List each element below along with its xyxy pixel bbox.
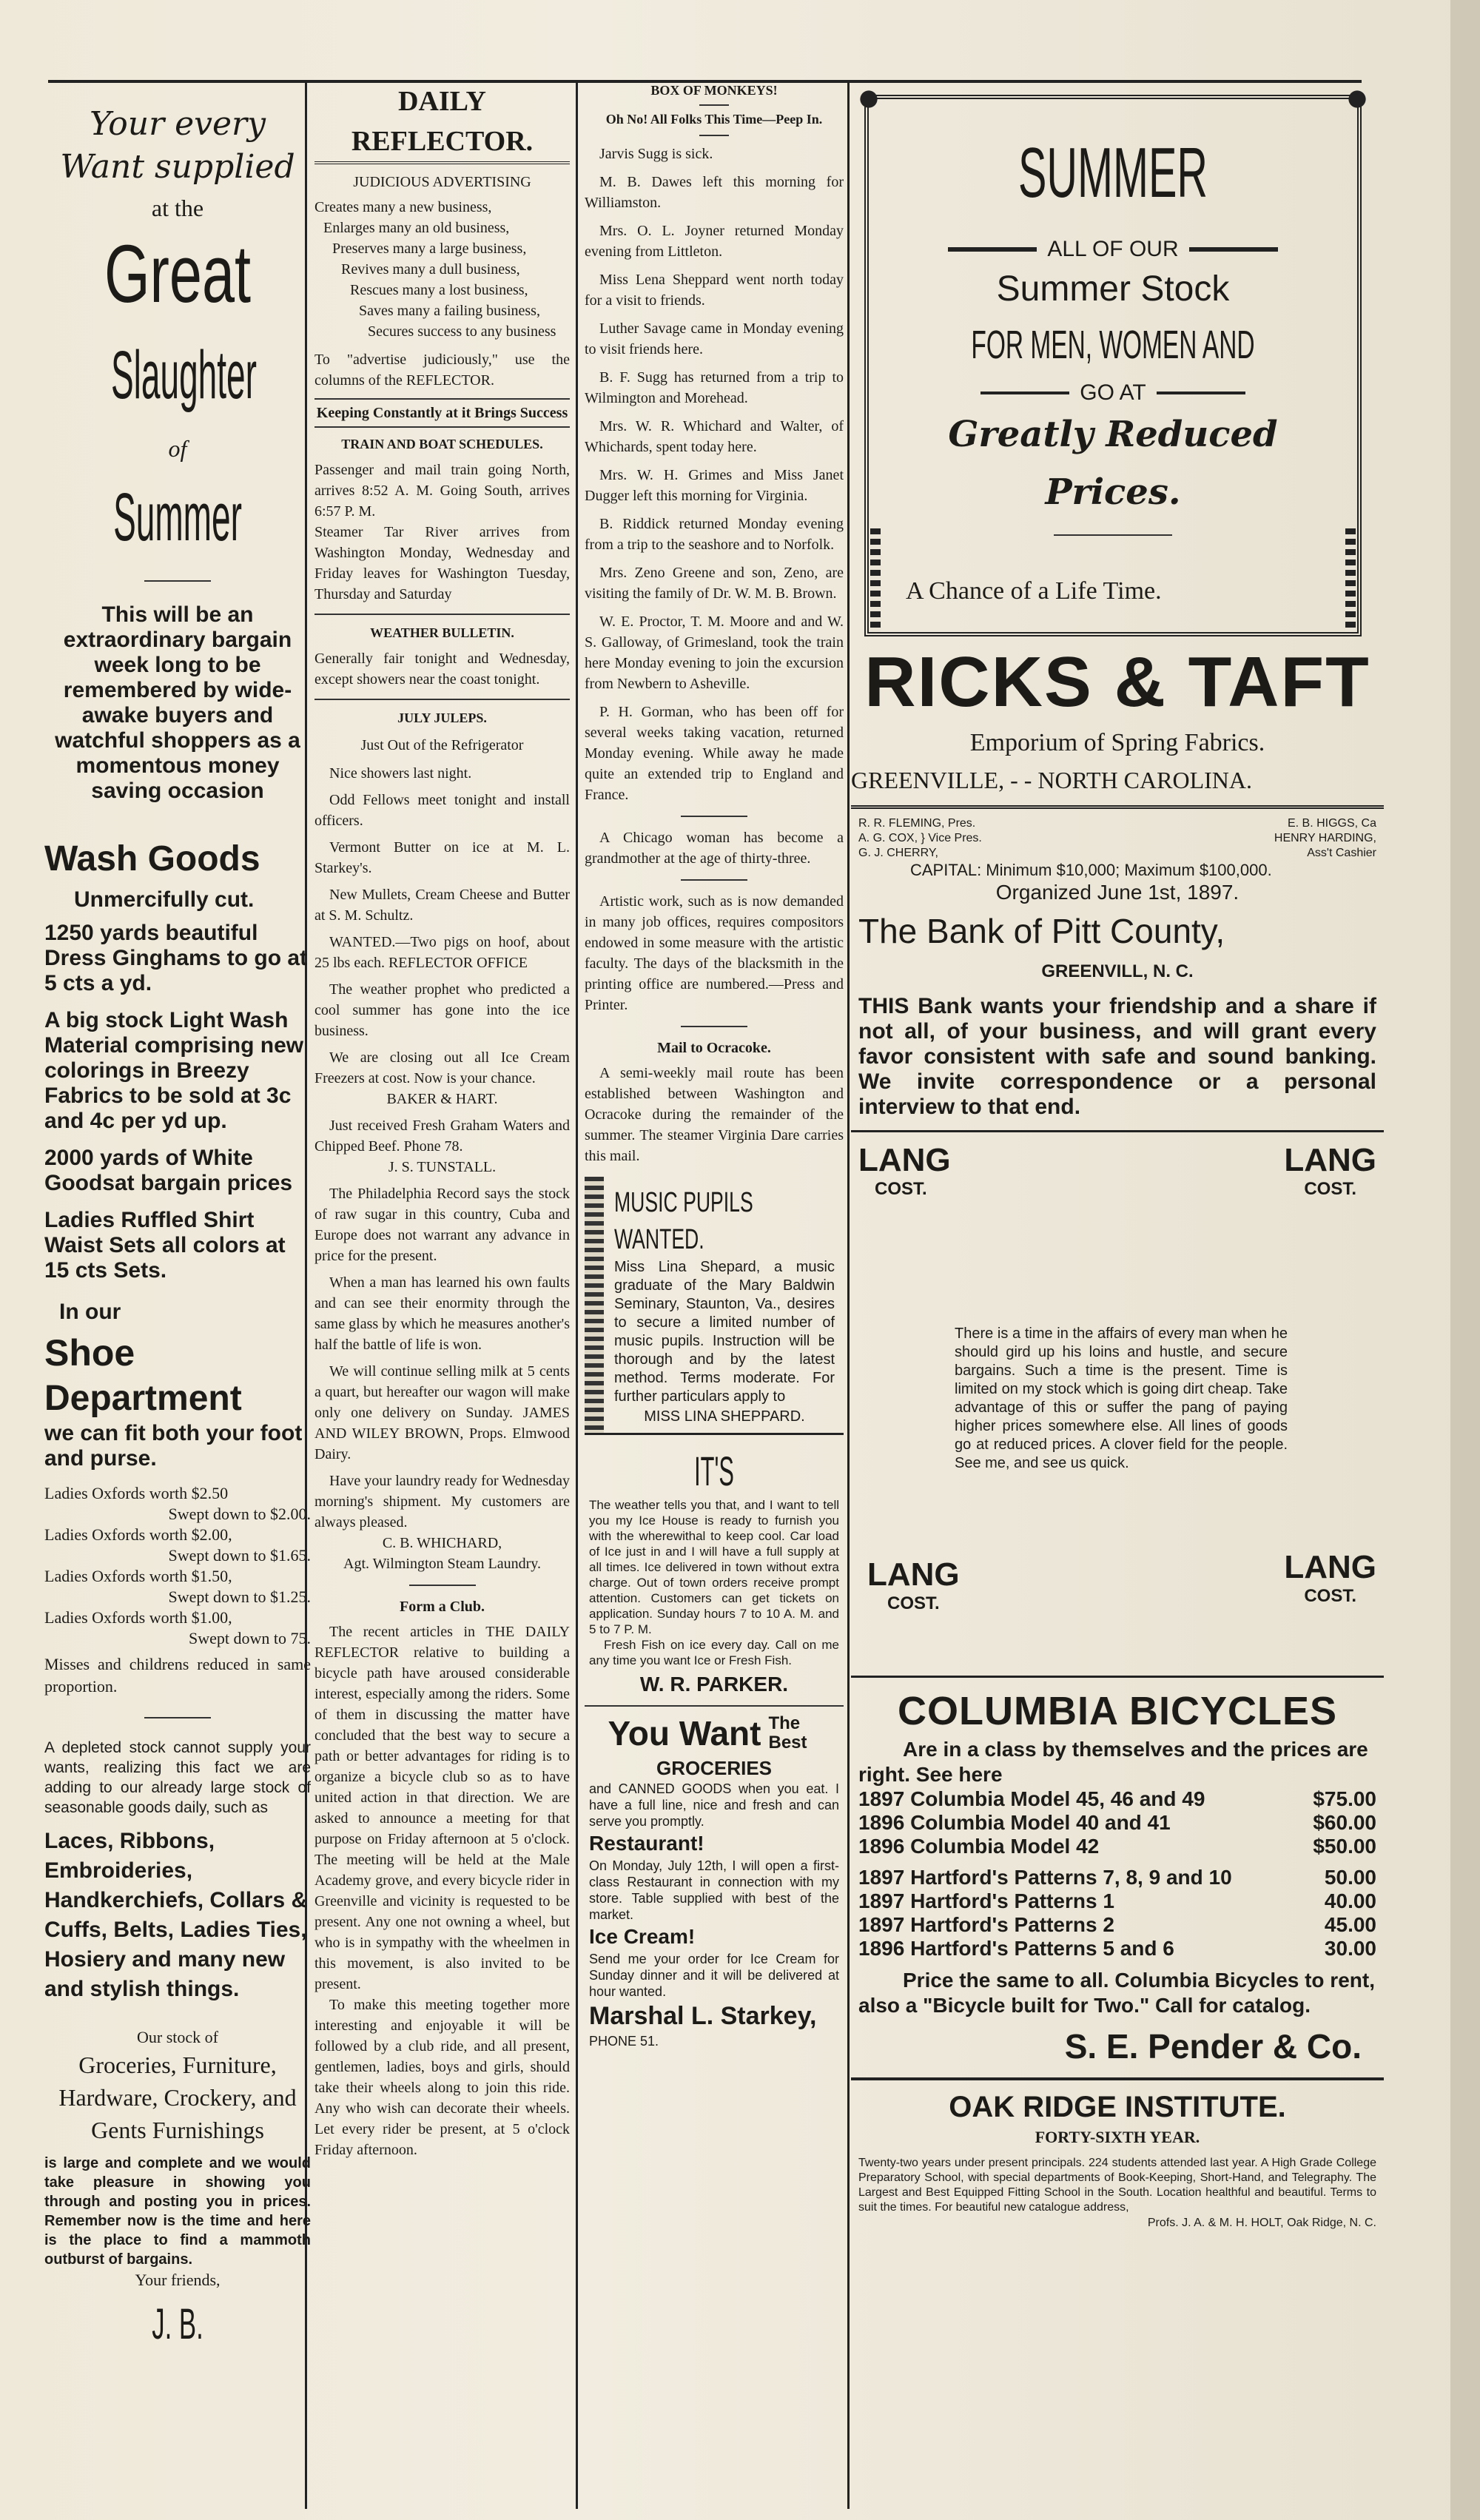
judicious-line: Revives many a dull business, xyxy=(341,261,520,278)
best-heading: The Best xyxy=(768,1713,807,1753)
divider xyxy=(681,1026,747,1027)
shoe-price-swept: Swept down to $1.65. xyxy=(168,1546,311,1565)
forty-sixth-year: FORTY-SIXTH YEAR. xyxy=(1035,2128,1200,2146)
ice-cream-text: Send me your order for Ice Cream for Sunday dinner and it will be delivered at hour wanted. xyxy=(589,1952,839,1999)
divider xyxy=(851,1130,1384,1132)
summer-goods-heading: SUMMER xyxy=(1018,133,1208,212)
julep-item: Agt. Wilmington Steam Laundry. xyxy=(343,1556,541,1572)
summer-goods-ad xyxy=(854,84,1372,647)
local-item: Jarvis Sugg is sick. xyxy=(599,146,713,162)
ice-cream-heading: Ice Cream! xyxy=(589,1925,696,1948)
shoe-price-worth: Ladies Oxfords worth $2.50 xyxy=(44,1484,229,1502)
department-heading: Department xyxy=(44,1379,242,1418)
wash-ginghams: 1250 yards beautiful Dress Ginghams to go at 5 cts a yd. xyxy=(44,921,308,995)
local-item: Miss Lena Sheppard went north today for a visit to friends. xyxy=(585,272,844,309)
ornament-corner-right xyxy=(1342,84,1372,114)
bank-city: GREENVILL, N. C. xyxy=(1041,961,1194,981)
keeping-text: Keeping Constantly at it Brings Success xyxy=(314,398,570,428)
judicious-line: Saves many a failing business, xyxy=(359,303,540,319)
summer-now-heading: IT'S xyxy=(694,1448,734,1494)
local-items xyxy=(585,144,844,805)
julep-item: When a man has learned his own faults and can see their enormity through the same glass by which he measures another's half the battle of life is won. xyxy=(314,1274,570,1353)
shoe-price-swept: Swept down to $1.25. xyxy=(168,1587,311,1606)
divider xyxy=(681,816,747,817)
page-edge xyxy=(1450,0,1480,2520)
ornament-rule xyxy=(1189,247,1278,252)
bargain-text: This will be an extraordinary bargain week long to be remembered by wide-awake buyers and watchful shoppers as a momentous money saving occasion xyxy=(55,602,300,803)
ricks-taft-heading: RICKS & TAFT xyxy=(864,642,1370,722)
misses-text: Misses and childrens reduced in same proportion. xyxy=(44,1655,311,1696)
ornament-rule xyxy=(948,247,1037,252)
divider xyxy=(851,2077,1384,2080)
bicycle-model: 1897 Hartford's Patterns 7, 8, 9 and 10 xyxy=(858,1866,1232,1889)
cost-top-right: COST. xyxy=(1304,1179,1357,1199)
shoe-price-worth: Ladies Oxfords worth $1.00, xyxy=(44,1608,232,1627)
lang-text: There is a time in the affairs of every man when he should gird up his loins and hustle, and secure bargains. Such a time is the present. Time is limited on my stock which is going dirt cheap. Take advantage of this or suffer the pang of paying higher prices somewhere else. All lines of goods go at reduced prices. A clover field for the people. See me, and see us quick. xyxy=(955,1325,1288,1471)
bank-organized: Organized June 1st, 1897. xyxy=(995,881,1240,904)
oak-ridge-signature: Profs. J. A. & M. H. HOLT, Oak Ridge, N. C. xyxy=(1147,2217,1376,2229)
column-locals xyxy=(585,81,844,2501)
ornament-corner-left xyxy=(854,84,884,114)
wash-sub: Unmercifully cut. xyxy=(74,887,255,912)
greatly-reduced: Greatly Reduced Prices. xyxy=(948,414,1278,513)
bicycle-row xyxy=(858,1811,1376,1835)
cost-top-left: COST. xyxy=(875,1179,927,1199)
columbia-ad xyxy=(851,1685,1384,2074)
divider xyxy=(314,699,570,700)
wash-white-goods: 2000 yards of White Goodsat bargain prices xyxy=(44,1146,293,1195)
julep-item: We will continue selling milk at 5 cents a quart, but hereafter our wagon will make only one delivery on Sunday. JAMES AND WILEY BROWN, Props. Elmwood Dairy. xyxy=(314,1363,570,1462)
advertise-text: To "advertise judiciously," use the columns of the REFLECTOR. xyxy=(314,352,570,389)
cost-bottom-right: COST. xyxy=(1304,1586,1357,1606)
bicycle-row xyxy=(858,1913,1376,1937)
wash-shirt-waist: Ladies Ruffled Shirt Waist Sets all colors at 15 cts Sets. xyxy=(44,1208,286,1283)
local-item: M. B. Dawes left this morning for Williamston. xyxy=(585,174,844,211)
weather-heading: WEATHER BULLETIN. xyxy=(370,625,514,640)
bank-officers-right: E. B. HIGGS, Ca HENRY HARDING, Ass't Cashier xyxy=(1274,817,1376,859)
shoe-price-worth: Ladies Oxfords worth $1.50, xyxy=(44,1567,232,1585)
lang-top-right: LANG xyxy=(1284,1142,1376,1178)
julep-item: New Mullets, Cream Cheese and Butter at S. M. Schultz. xyxy=(314,887,570,924)
ad-title-slaughter: Slaughter xyxy=(111,337,257,413)
local-item: Mrs. W. H. Grimes and Miss Janet Dugger left this morning for Virginia. xyxy=(585,467,844,504)
bicycle-model: 1897 Columbia Model 45, 46 and 49 xyxy=(858,1787,1205,1810)
groceries-text: Groceries, Furniture, Hardware, Crockery, and Gents Furnishings xyxy=(58,2052,297,2143)
column-reflector xyxy=(314,81,570,2501)
divider xyxy=(1054,534,1172,536)
juleps-heading: JULY JULEPS. xyxy=(397,710,487,725)
bank-ad xyxy=(851,816,1384,1120)
groceries-heading: GROCERIES xyxy=(656,1757,773,1779)
bicycle-model: 1897 Hartford's Patterns 2 xyxy=(858,1913,1114,1936)
cost-bottom-left: COST. xyxy=(887,1593,940,1613)
julep-item: Just received Fresh Graham Waters and Chipped Beef. Phone 78. xyxy=(314,1118,570,1155)
bicycle-row xyxy=(858,1937,1376,1960)
summer-stock: Summer Stock xyxy=(996,269,1230,309)
greenville-line: GREENVILLE, - - NORTH CAROLINA. xyxy=(851,767,1252,793)
juleps-sub: Just Out of the Refrigerator xyxy=(360,737,524,753)
judicious-list xyxy=(314,197,570,342)
shoe-price-worth: Ladies Oxfords worth $2.00, xyxy=(44,1525,232,1544)
steamer-text: Steamer Tar River arrives from Washington Monday, Wednesday and Friday leaves for Washington Tuesday, Thursday and Saturday xyxy=(314,524,570,602)
lang-ad xyxy=(851,1143,1384,1676)
wash-material: A big stock Light Wash Material comprising new colorings in Breezy Fabrics to be sold at 3c and 4c per yd up. xyxy=(44,1008,304,1133)
columbia-sub: Are in a class by themselves and the prices are right. See here xyxy=(858,1738,1368,1786)
divider xyxy=(314,614,570,615)
chance-text: A Chance of a Life Time. xyxy=(906,577,1162,605)
train-text: Passenger and mail train going North, arrives 8:52 A. M. Going South, arrives 6:57 P. M. xyxy=(314,462,570,520)
local-item: B. F. Sugg has returned from a trip to Wilmington and Morehead. xyxy=(585,369,844,406)
judicious-line: Secures success to any business xyxy=(368,323,556,340)
music-ad xyxy=(585,1177,844,1435)
ornament-border xyxy=(585,1177,604,1433)
laces-text: Laces, Ribbons, Embroideries, Handkerchiefs, Collars & Cuffs, Belts, Ladies Ties, Hosiery and many new and stylish things. xyxy=(44,1829,308,2001)
divider xyxy=(144,1717,211,1718)
judicious-line: Rescues many a lost business, xyxy=(350,282,528,298)
judicious-heading: JUDICIOUS ADVERTISING xyxy=(353,174,531,190)
bank-name: The Bank of Pitt County, xyxy=(858,912,1225,950)
oak-ridge-heading: OAK RIDGE INSTITUTE. xyxy=(949,2091,1286,2123)
bank-capital: CAPITAL: Minimum $10,000; Maximum $100,000. xyxy=(910,861,1272,879)
summer-now-ad xyxy=(585,1445,844,1701)
bicycle-row xyxy=(858,1787,1376,1811)
ad-title-line1: Your every xyxy=(90,105,266,143)
shoe-price-swept: Swept down to 75. xyxy=(189,1629,311,1647)
weather-text: Generally fair tonight and Wednesday, except showers near the coast tonight. xyxy=(314,651,570,688)
want-heading: You Want xyxy=(608,1714,761,1753)
local-item: W. E. Proctor, T. M. Moore and and W. S. Galloway, of Grimesland, took the train here Monday evening to join the excursion from Newbern to Asheville. xyxy=(585,614,844,692)
bicycle-row xyxy=(858,1889,1376,1913)
local-item: Mrs. W. R. Whichard and Walter, of Whichards, spent today here. xyxy=(585,418,844,455)
julep-item: WANTED.—Two pigs on hoof, about 25 lbs each. REFLECTOR OFFICE xyxy=(314,934,570,971)
local-item: Mrs. Zeno Greene and son, Zeno, are visiting the family of Dr. W. M. B. Brown. xyxy=(585,565,844,602)
club-text: The recent articles in THE DAILY REFLECTOR relative to building a bicycle path have aroused considerable interest, especially among the riders. Some of them in discussing the matter have concluded that the best way to secure a path or better advantages for riding is to organize a bicycle club so as to have united action in that direction. We are asked to announce a meeting for that purpose on Friday afternoon at 5 o'clock. The meeting will be held at the Male Academy grove, and every bicycle rider in Greenville and vicinity is requested to be present. Any one not owning a wheel, but who is in sympathy with the wheelmen in this movement, is also invited to be present. xyxy=(314,1624,570,1992)
divider xyxy=(681,879,747,881)
chicago-text: A Chicago woman has become a grandmother at the age of thirty-three. xyxy=(585,830,844,867)
ad-title-of: of xyxy=(168,435,187,462)
train-heading: TRAIN AND BOAT SCHEDULES. xyxy=(341,437,543,451)
artistic-text: Artistic work, such as is now demanded in many job offices, requires compositors endowed in some measure with the artistic faculty. The days of the blacksmith in the printing office are numbered.—Press and Printer. xyxy=(585,893,844,1013)
julep-item: Odd Fellows meet tonight and install officers. xyxy=(314,792,570,829)
cherry-signature: J. B. xyxy=(152,2300,204,2348)
starkey-signature: Marshal L. Starkey, xyxy=(589,2002,817,2030)
local-item: P. H. Gorman, who has been off for several weeks taking vacation, returned Monday evening. While away he made quite an extended trip to England and France. xyxy=(585,704,844,803)
column-cherry-ad xyxy=(44,104,311,2494)
judicious-line: Creates many a new business, xyxy=(314,199,492,215)
shoe-heading: Shoe xyxy=(44,1332,135,1374)
divider xyxy=(409,1585,476,1586)
julep-item: Nice showers last night. xyxy=(329,765,472,782)
club-text-2: To make this meeting together more interesting and enjoyable it will be followed by a club ride, and all present, gentlemen, ladies, boys and girls, should take their wheels along to join this ride. Any who wish can decorate their wheels. Let every rider be present, at 5 o'clock Friday afternoon. xyxy=(314,1997,570,2158)
fish-text: Fresh Fish on ice every day. Call on me any time you want Ice or Fresh Fish. xyxy=(589,1638,839,1667)
judicious-line: Enlarges many an old business, xyxy=(323,220,510,236)
in-our: In our xyxy=(59,1300,121,1324)
ad-title-line2: Want supplied xyxy=(60,148,295,186)
column-ads xyxy=(851,80,1384,2507)
music-signature: MISS LINA SHEPPARD. xyxy=(644,1408,805,1425)
lang-bottom-right: LANG xyxy=(1284,1549,1376,1585)
bank-officers-left: R. R. FLEMING, Pres. A. G. COX, } Vice Pres. G. J. CHERRY, xyxy=(858,817,982,859)
music-heading: MUSIC PUPILS WANTED. xyxy=(614,1187,753,1255)
parker-signature: W. R. PARKER. xyxy=(639,1673,789,1696)
shoe-price-swept: Swept down to $2.00. xyxy=(168,1505,311,1523)
divider xyxy=(851,1676,1384,1678)
phone-text: PHONE 51. xyxy=(589,2034,659,2049)
canned-text: and CANNED GOODS when you eat. I have a full line, nice and fresh and can serve you promptly. xyxy=(589,1781,839,1829)
divider xyxy=(144,580,211,582)
bicycle-price-list xyxy=(858,1787,1376,1960)
columbia-heading: COLUMBIA BICYCLES xyxy=(898,1689,1337,1733)
shoe-price-list xyxy=(44,1483,311,1649)
bicycle-price: $50.00 xyxy=(1313,1835,1376,1858)
julep-item: We are closing out all Ice Cream Freezers at cost. Now is your chance. xyxy=(314,1049,570,1086)
restaurant-text: On Monday, July 12th, I will open a first-class Restaurant in connection with my store. Table supplied with best of the market. xyxy=(589,1858,839,1922)
pender-signature: S. E. Pender & Co. xyxy=(1064,2027,1362,2066)
ad-title-line3: at the xyxy=(151,195,204,221)
bicycle-price: $60.00 xyxy=(1313,1811,1376,1834)
julep-item: BAKER & HART. xyxy=(386,1091,498,1107)
fit-text: we can fit both your foot and purse. xyxy=(44,1421,303,1471)
oak-ridge-ad xyxy=(851,2088,1384,2231)
price-text: Price the same to all. Columbia Bicycles to rent, also a "Bicycle built for Two." Call for catalog. xyxy=(858,1969,1375,2017)
restaurant-heading: Restaurant! xyxy=(589,1832,704,1855)
julep-item: C. B. WHICHARD, xyxy=(382,1535,502,1551)
bicycle-model: 1896 Columbia Model 40 and 41 xyxy=(858,1811,1171,1834)
mail-text: A semi-weekly mail route has been established between Washington and Ocracoke during the remainder of the summer. The steamer Virginia Dare carries this mail. xyxy=(585,1065,844,1164)
bicycle-price: 50.00 xyxy=(1324,1866,1376,1889)
bicycle-price: 40.00 xyxy=(1324,1889,1376,1912)
music-text: Miss Lina Shepard, a music graduate of the Mary Baldwin Seminary, Staunton, Va., desires to secure a limited number of music pupils. Instruction will be thorough and by the latest method. Terms moderate. For further particulars apply to xyxy=(614,1259,835,1405)
divider xyxy=(585,1705,844,1707)
summer-now-text: The weather tells you that, and I want to tell you my Ice House is ready to furnish you with the wherewithal to keep cool. Car load of Ice just in and I will have a full supply at all times. Ice delivered in town without extra charge. Out of town orders receive prompt attention. Customers can get tickets on application. Sunday hours 7 to 10 A. M. and 5 to 7 P. M. xyxy=(589,1498,839,1636)
ornament-tassel-left xyxy=(870,528,881,632)
club-heading: Form a Club. xyxy=(400,1599,485,1615)
column-rule-2 xyxy=(576,81,578,2509)
monkeys-sub: Oh No! All Folks This Time—Peep In. xyxy=(605,112,823,127)
local-item: B. Riddick returned Monday evening from a trip to the seashore and to Norfolk. xyxy=(585,516,844,553)
friends-text: Your friends, xyxy=(135,2271,221,2289)
starkey-ad xyxy=(585,1711,844,2050)
bicycle-row xyxy=(858,1835,1376,1858)
divider xyxy=(699,104,729,106)
oak-ridge-text: Twenty-two years under present principals. 224 students attended last year. A High Grade College Preparatory School, with special departments of Book-Keeping, Short-Hand, and Telegraphy. The Largest and Best Equipped Fitting School in the South. Location healthful and beautiful. Terms to suit the times. For beautiful new catalogue address, xyxy=(858,2157,1376,2214)
ornament-tassel-right xyxy=(1345,528,1356,632)
go-at: GO AT xyxy=(1080,380,1146,405)
julep-list xyxy=(314,763,570,1574)
wash-goods-heading: Wash Goods xyxy=(44,839,260,878)
bicycle-price: $75.00 xyxy=(1313,1787,1376,1810)
lang-bottom-left: LANG xyxy=(867,1556,960,1593)
bicycle-model: 1896 Hartford's Patterns 5 and 6 xyxy=(858,1937,1174,1960)
julep-item: The weather prophet who predicted a cool summer has gone into the ice business. xyxy=(314,981,570,1039)
ad-title-great: Great xyxy=(104,229,252,320)
all-of-our: ALL OF OUR xyxy=(1047,237,1179,261)
ornament-rule xyxy=(980,392,1069,394)
ad-title-summer-goods: Summer xyxy=(113,480,242,555)
ornament-rule xyxy=(1157,392,1245,394)
bicycle-price: 45.00 xyxy=(1324,1913,1376,1936)
our-stock-text: Our stock of xyxy=(137,2028,218,2046)
local-item: Luther Savage came in Monday evening to visit friends here. xyxy=(585,320,844,357)
bicycle-row xyxy=(858,1866,1376,1889)
bicycle-price: 30.00 xyxy=(1324,1937,1376,1960)
judicious-line: Preserves many a large business, xyxy=(332,241,527,257)
column-rule-3 xyxy=(847,81,850,2509)
depleted-text: A depleted stock cannot supply your wants, realizing this fact we are adding to our already large stock of seasonable goods daily, such as xyxy=(44,1739,311,1816)
julep-item: The Philadelphia Record says the stock of raw sugar in this country, Cuba and Europe does not warrant any advance in price for the present. xyxy=(314,1186,570,1264)
for-men-women: FOR MEN, WOMEN AND xyxy=(971,323,1255,367)
masthead: DAILY REFLECTOR. xyxy=(314,81,570,164)
divider xyxy=(851,805,1384,809)
julep-item: Vermont Butter on ice at M. L. Starkey's. xyxy=(314,839,570,876)
bicycle-model: 1896 Columbia Model 42 xyxy=(858,1835,1100,1858)
bank-text: THIS Bank wants your friendship and a share if not all, of your business, and will grant every favor consistent with safe and sound banking. We invite correspondence or a personal interview to that end. xyxy=(858,994,1376,1119)
mail-heading: Mail to Ocracoke. xyxy=(657,1040,771,1056)
monkeys-heading: BOX OF MONKEYS! xyxy=(650,83,778,98)
emporium-text: Emporium of Spring Fabrics. xyxy=(969,729,1265,756)
divider xyxy=(699,135,729,136)
large-text: is large and complete and we would take pleasure in showing you through and posting you in prices. Remember now is the time and here is the place to find a mammoth outburst of bargains. xyxy=(44,2155,311,2268)
julep-item: Have your laundry ready for Wednesday morning's shipment. My customers are always pleased. xyxy=(314,1473,570,1531)
bicycle-model: 1897 Hartford's Patterns 1 xyxy=(858,1889,1114,1912)
julep-item: J. S. TUNSTALL. xyxy=(388,1159,497,1175)
lang-top-left: LANG xyxy=(858,1142,951,1178)
local-item: Mrs. O. L. Joyner returned Monday evening from Littleton. xyxy=(585,223,844,260)
